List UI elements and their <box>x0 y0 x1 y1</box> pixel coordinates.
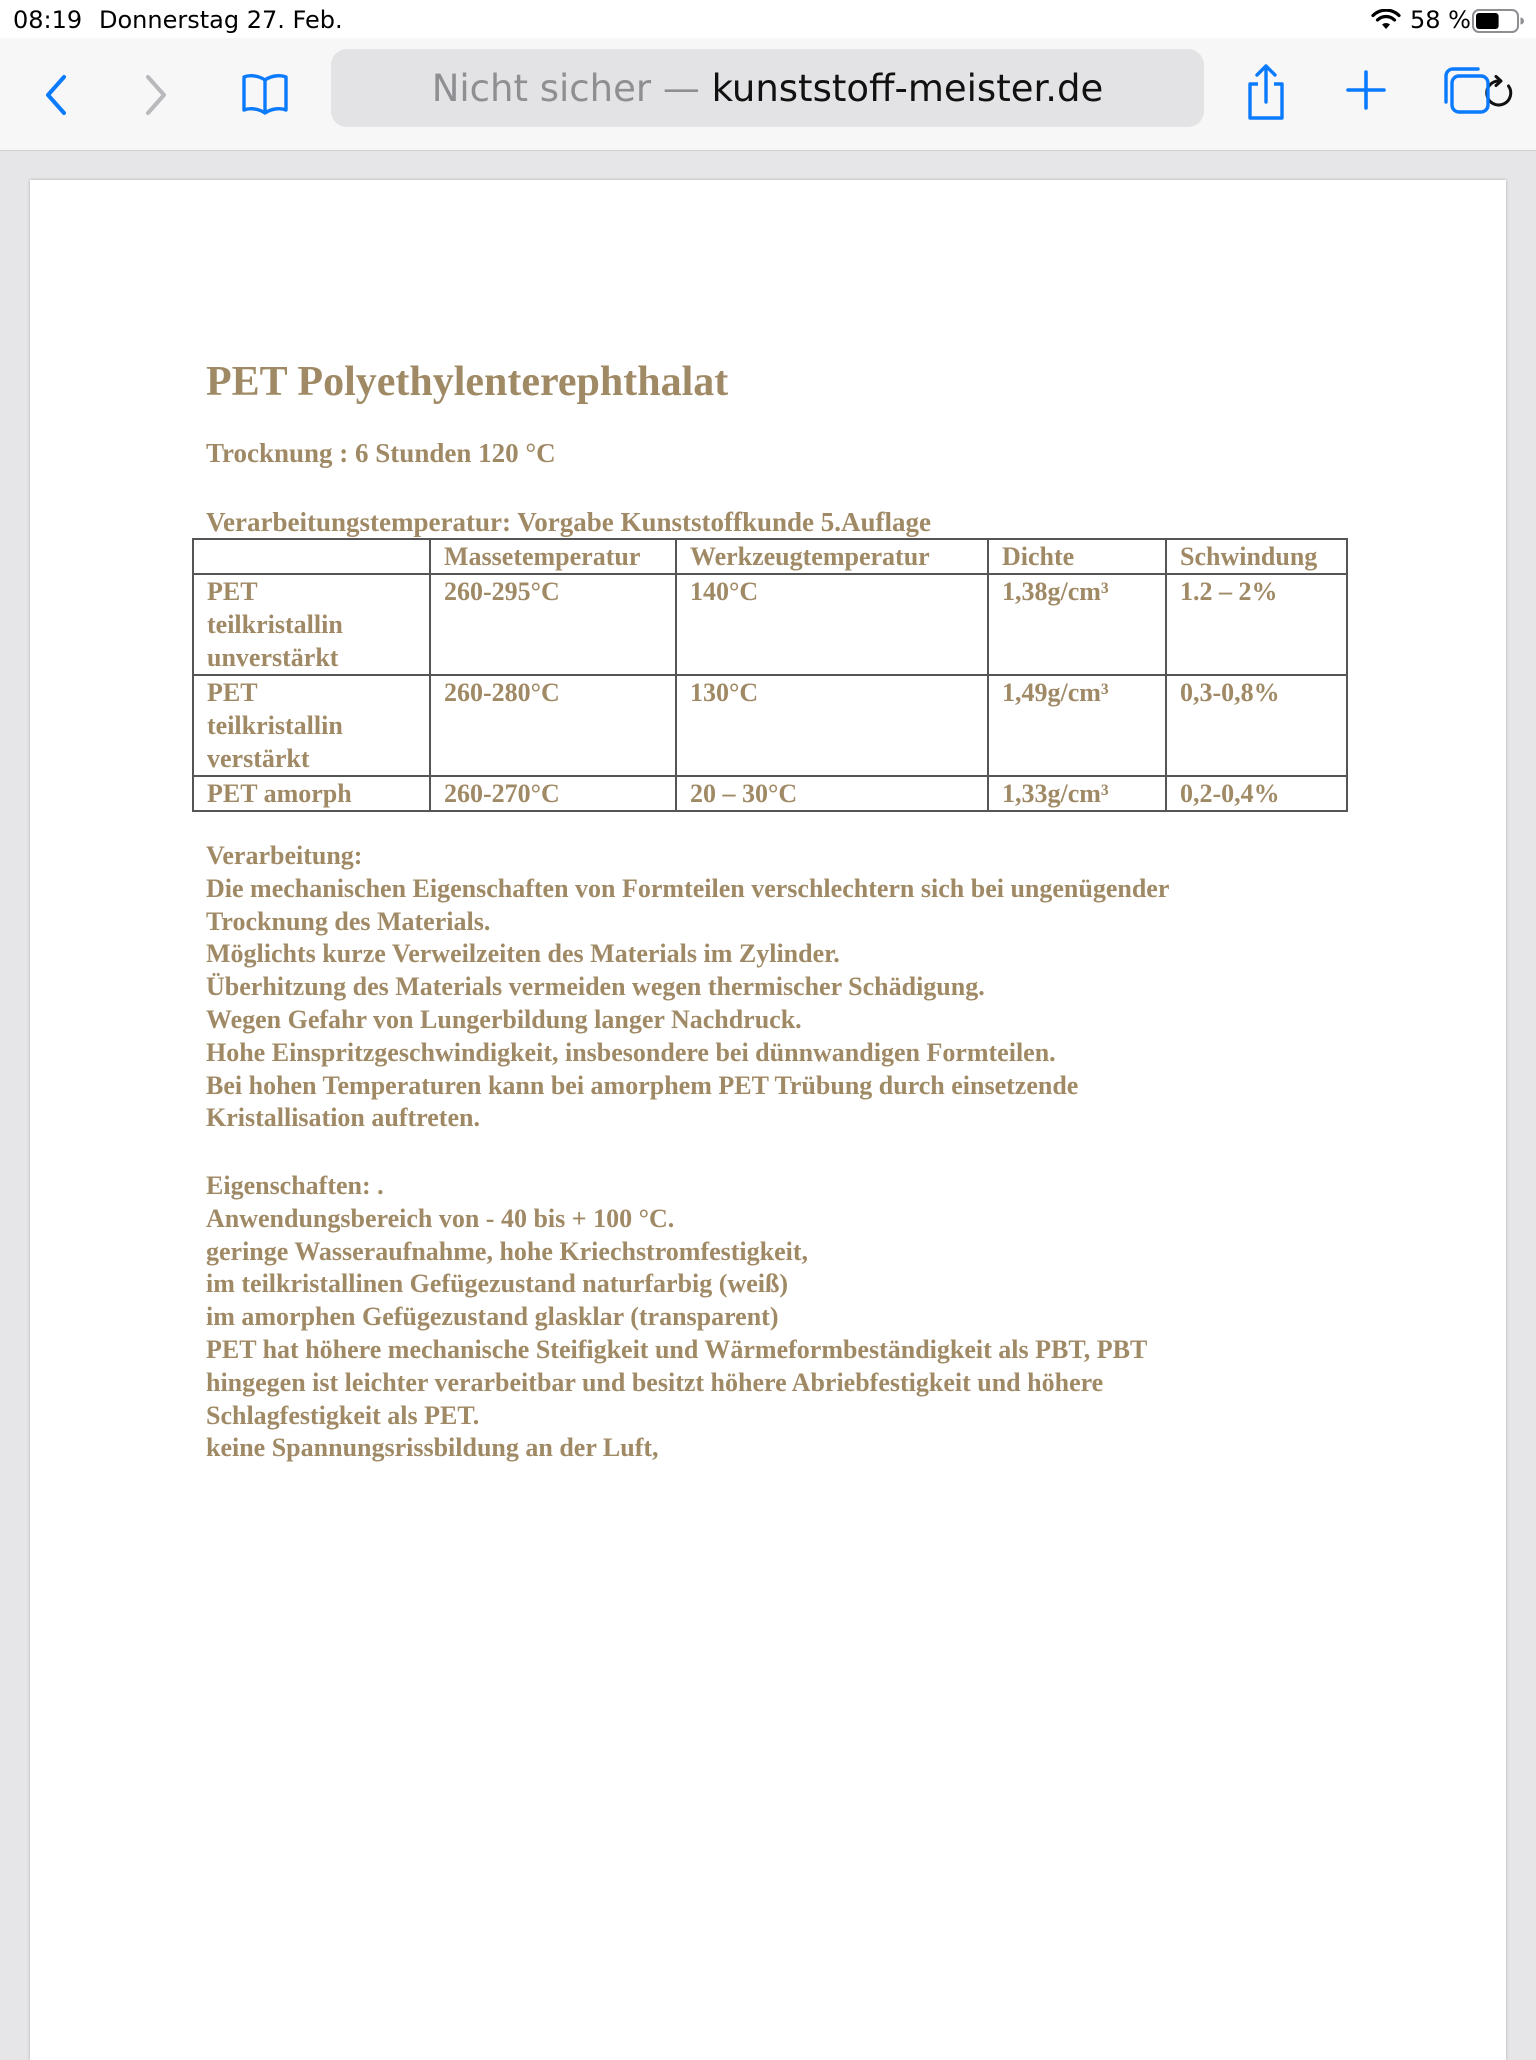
table-caption: Verarbeitungstemperatur: Vorgabe Kunststoffkunde 5.Auflage <box>206 507 932 537</box>
web-page <box>30 180 1506 2060</box>
status-bar <box>0 0 1536 38</box>
battery-icon <box>1472 9 1524 33</box>
bookmarks-button[interactable] <box>240 66 290 120</box>
properties-line: im amorphen Gefügezustand glasklar (transparent) <box>206 1302 779 1332</box>
processing-table <box>192 538 1348 812</box>
table-header-row <box>193 539 1347 574</box>
battery-level-fill <box>1476 13 1499 29</box>
processing-line: Verarbeitung: <box>206 841 363 870</box>
material-cell <box>193 776 430 811</box>
density-cell: 1,33g/cm³ <box>988 776 1166 811</box>
properties-line: Schlagfestigkeit als PET. <box>206 1400 480 1430</box>
material-cell <box>193 574 430 675</box>
processing-section <box>206 840 1169 1135</box>
back-button[interactable] <box>36 68 76 122</box>
material-line: PET amorph <box>207 779 352 808</box>
mass-temp-cell: 260-280°C <box>430 675 676 776</box>
tabs-overview-button[interactable] <box>1440 64 1492 116</box>
address-bar[interactable] <box>331 49 1204 127</box>
properties-line: Eigenschaften: . <box>206 1171 384 1200</box>
address-text <box>331 69 1204 109</box>
material-line: teilkristallin <box>207 610 343 639</box>
material-line: PET <box>207 577 258 606</box>
density-cell: 1,49g/cm³ <box>988 675 1166 776</box>
properties-section <box>206 1170 1147 1465</box>
properties-line: Anwendungsbereich von - 40 bis + 100 °C. <box>206 1203 675 1233</box>
properties-line: geringe Wasseraufnahme, hohe Kriechstromfestigkeit, <box>206 1236 809 1266</box>
battery-percent: 58 % <box>1410 6 1471 34</box>
processing-line: Wegen Gefahr von Lungerbildung langer Nachdruck. <box>206 1004 802 1034</box>
page-title: PET Polyethylenterephthalat <box>206 359 729 405</box>
status-date: Donnerstag 27. Feb. <box>99 6 343 34</box>
material-line: verstärkt <box>207 744 310 773</box>
material-line: PET <box>207 678 258 707</box>
table-row <box>193 574 1347 675</box>
mass-temp-cell: 260-270°C <box>430 776 676 811</box>
material-cell <box>193 675 430 776</box>
shrinkage-cell: 0,2-0,4% <box>1166 776 1347 811</box>
shrinkage-cell: 1.2 – 2% <box>1166 574 1347 675</box>
address-separator: — <box>662 67 700 110</box>
wifi-icon <box>1371 9 1401 31</box>
table-header <box>193 539 430 574</box>
tool-temp-cell: 20 – 30°C <box>676 776 988 811</box>
table-header: Schwindung <box>1166 539 1347 574</box>
properties-line: PET hat höhere mechanische Steifigkeit und Wärmeformbeständigkeit als PBT, PBT <box>206 1334 1148 1364</box>
processing-line: Hohe Einspritzgeschwindigkeit, insbesondere bei dünnwandigen Formteilen. <box>206 1037 1056 1067</box>
table-row <box>193 675 1347 776</box>
density-cell: 1,38g/cm³ <box>988 574 1166 675</box>
properties-line: hingegen ist leichter verarbeitbar und besitzt höhere Abriebfestigkeit und höhere <box>206 1367 1104 1397</box>
table-row <box>193 776 1347 811</box>
processing-line: Überhitzung des Materials vermeiden wegen thermischer Schädigung. <box>206 972 985 1002</box>
table-header: Werkzeugtemperatur <box>676 539 988 574</box>
processing-line: Bei hohen Temperaturen kann bei amorphem PET Trübung durch einsetzende <box>206 1070 1079 1100</box>
processing-line: Möglichts kurze Verweilzeiten des Materials im Zylinder. <box>206 939 840 969</box>
shrinkage-cell: 0,3-0,8% <box>1166 675 1347 776</box>
browser-toolbar <box>0 38 1536 151</box>
security-label: Nicht sicher <box>431 67 652 110</box>
properties-line: keine Spannungsrissbildung an der Luft, <box>206 1433 659 1463</box>
forward-button[interactable] <box>136 68 176 122</box>
processing-line: Kristallisation auftreten. <box>206 1103 480 1133</box>
status-time: 08:19 <box>13 6 83 34</box>
table-header: Massetemperatur <box>430 539 676 574</box>
material-line: unverstärkt <box>207 643 339 672</box>
table-header: Dichte <box>988 539 1166 574</box>
tool-temp-cell: 140°C <box>676 574 988 675</box>
material-line: teilkristallin <box>207 711 343 740</box>
drying-info: Trocknung : 6 Stunden 120 °C <box>206 438 556 468</box>
tool-temp-cell: 130°C <box>676 675 988 776</box>
properties-line: im teilkristallinen Gefügezustand naturfarbig (weiß) <box>206 1269 789 1299</box>
address-domain: kunststoff-meister.de <box>711 67 1104 110</box>
share-button[interactable] <box>1244 62 1288 124</box>
new-tab-button[interactable] <box>1344 68 1388 112</box>
processing-line: Die mechanischen Eigenschaften von Formteilen verschlechtern sich bei ungenügender <box>206 873 1170 903</box>
mass-temp-cell: 260-295°C <box>430 574 676 675</box>
processing-line: Trocknung des Materials. <box>206 906 491 936</box>
